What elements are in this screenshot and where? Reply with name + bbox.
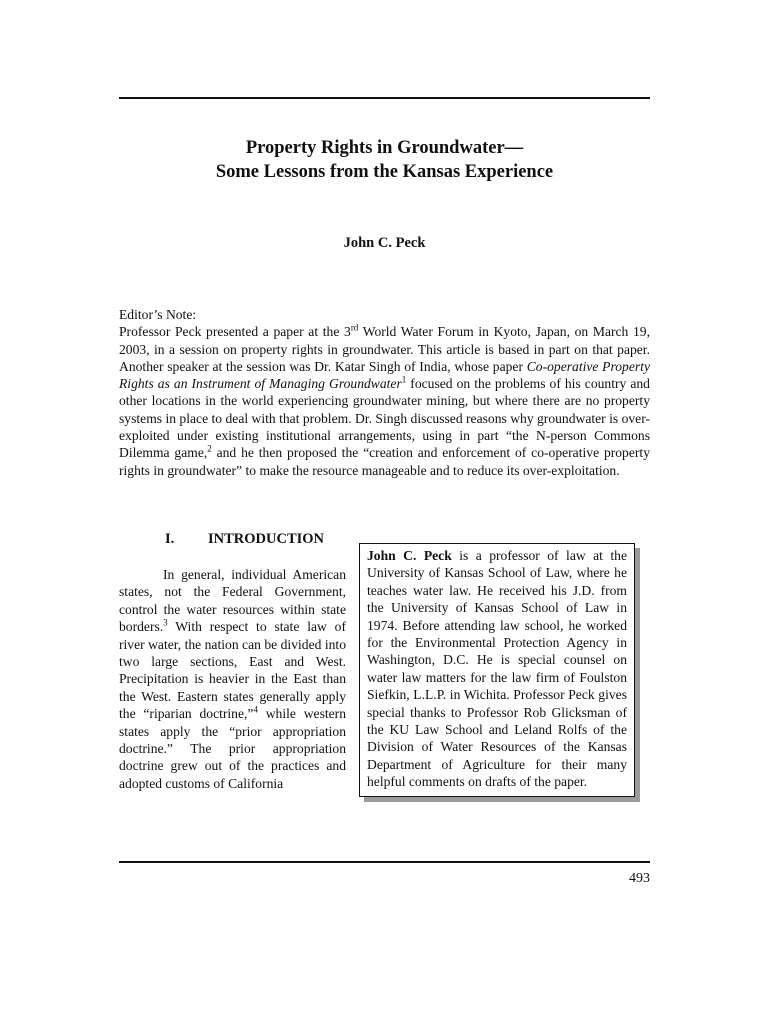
section-number: I.: [165, 531, 175, 547]
footnote-ref-3[interactable]: 3: [163, 617, 168, 628]
editor-note-text: Professor Peck presented a paper at the 3: [119, 324, 351, 340]
footnote-ref-4[interactable]: 4: [253, 704, 258, 715]
bio-text: is a professor of law at the University of Kansas School of Law, where he teaches water law. He received his J.D. from the University of Kansas School of Law in 1974. Before attending law school, he worked for the Environmental Protection Agency in Washington, D.C. He is special counsel on water law matters for the law firm of Foulston Siefkin, L.L.P. in Wichita. Professor Peck gives special thanks to Professor Rob Glicksman of the KU Law School and Leland Rolfs of the Division of Water Resources of the Kansas Department of Agriculture for their many helpful comments on drafts of the paper.: [367, 548, 627, 790]
bottom-rule: [119, 861, 650, 863]
section-heading: [119, 531, 349, 548]
introduction-body: [119, 566, 346, 792]
ordinal-superscript: rd: [350, 322, 359, 333]
editor-note-text: focused on the problems of his country and other locations in the world experiencing groundwater mining, but where there are no property systems in place to deal with that problem. Dr. Singh discussed reasons why groundwater is over-exploited under existing institutional arrangements, using in part “the N-person Commons Dilemma game,: [119, 376, 650, 461]
body-text: while western states apply the “prior appropriation doctrine.” The prior appropriation doctrine grew out of the practices and adopted customs of California: [119, 706, 346, 791]
body-text: In general, individual American states, not the Federal Government, control the water resources within state borders.: [119, 567, 346, 635]
article-title: [119, 136, 650, 184]
editor-note-body: [119, 323, 650, 479]
editor-note-label: Editor’s Note:: [119, 307, 197, 322]
editor-note-text: and he then proposed the “creation and enforcement of co-operative property rights in groundwater” to make the resource manageable and to reduce its over-exploitation.: [119, 445, 650, 478]
top-rule: [119, 97, 650, 99]
bio-author-name: John C. Peck: [367, 548, 452, 563]
page-number: 493: [629, 871, 650, 886]
body-text: With respect to state law of river water, the nation can be divided into two large sections, East and West. Precipitation is heavier in the East than the West. Eastern states generally apply the “riparian doctrine,”: [119, 619, 346, 722]
title-line-2: Some Lessons from the Kansas Experience: [215, 162, 554, 182]
author-name: John C. Peck: [343, 235, 426, 251]
author-bio-box: [359, 543, 635, 797]
cited-paper-title: Co-operative Property Rights as an Instrument of Managing Groundwater: [119, 358, 650, 392]
editor-note-text: World Water Forum in Kyoto, Japan, on March 19, 2003, in a session on property rights in groundwater. This article is based in part on that paper. Another speaker at the session was Dr. Katar Singh of India, whose paper: [119, 324, 650, 374]
footnote-ref-2[interactable]: 2: [207, 443, 212, 454]
footnote-ref-1[interactable]: 1: [401, 374, 407, 385]
title-line-1: Property Rights in Groundwater—: [245, 138, 524, 158]
section-title: INTRODUCTION: [208, 531, 325, 547]
editor-note: [119, 306, 650, 479]
